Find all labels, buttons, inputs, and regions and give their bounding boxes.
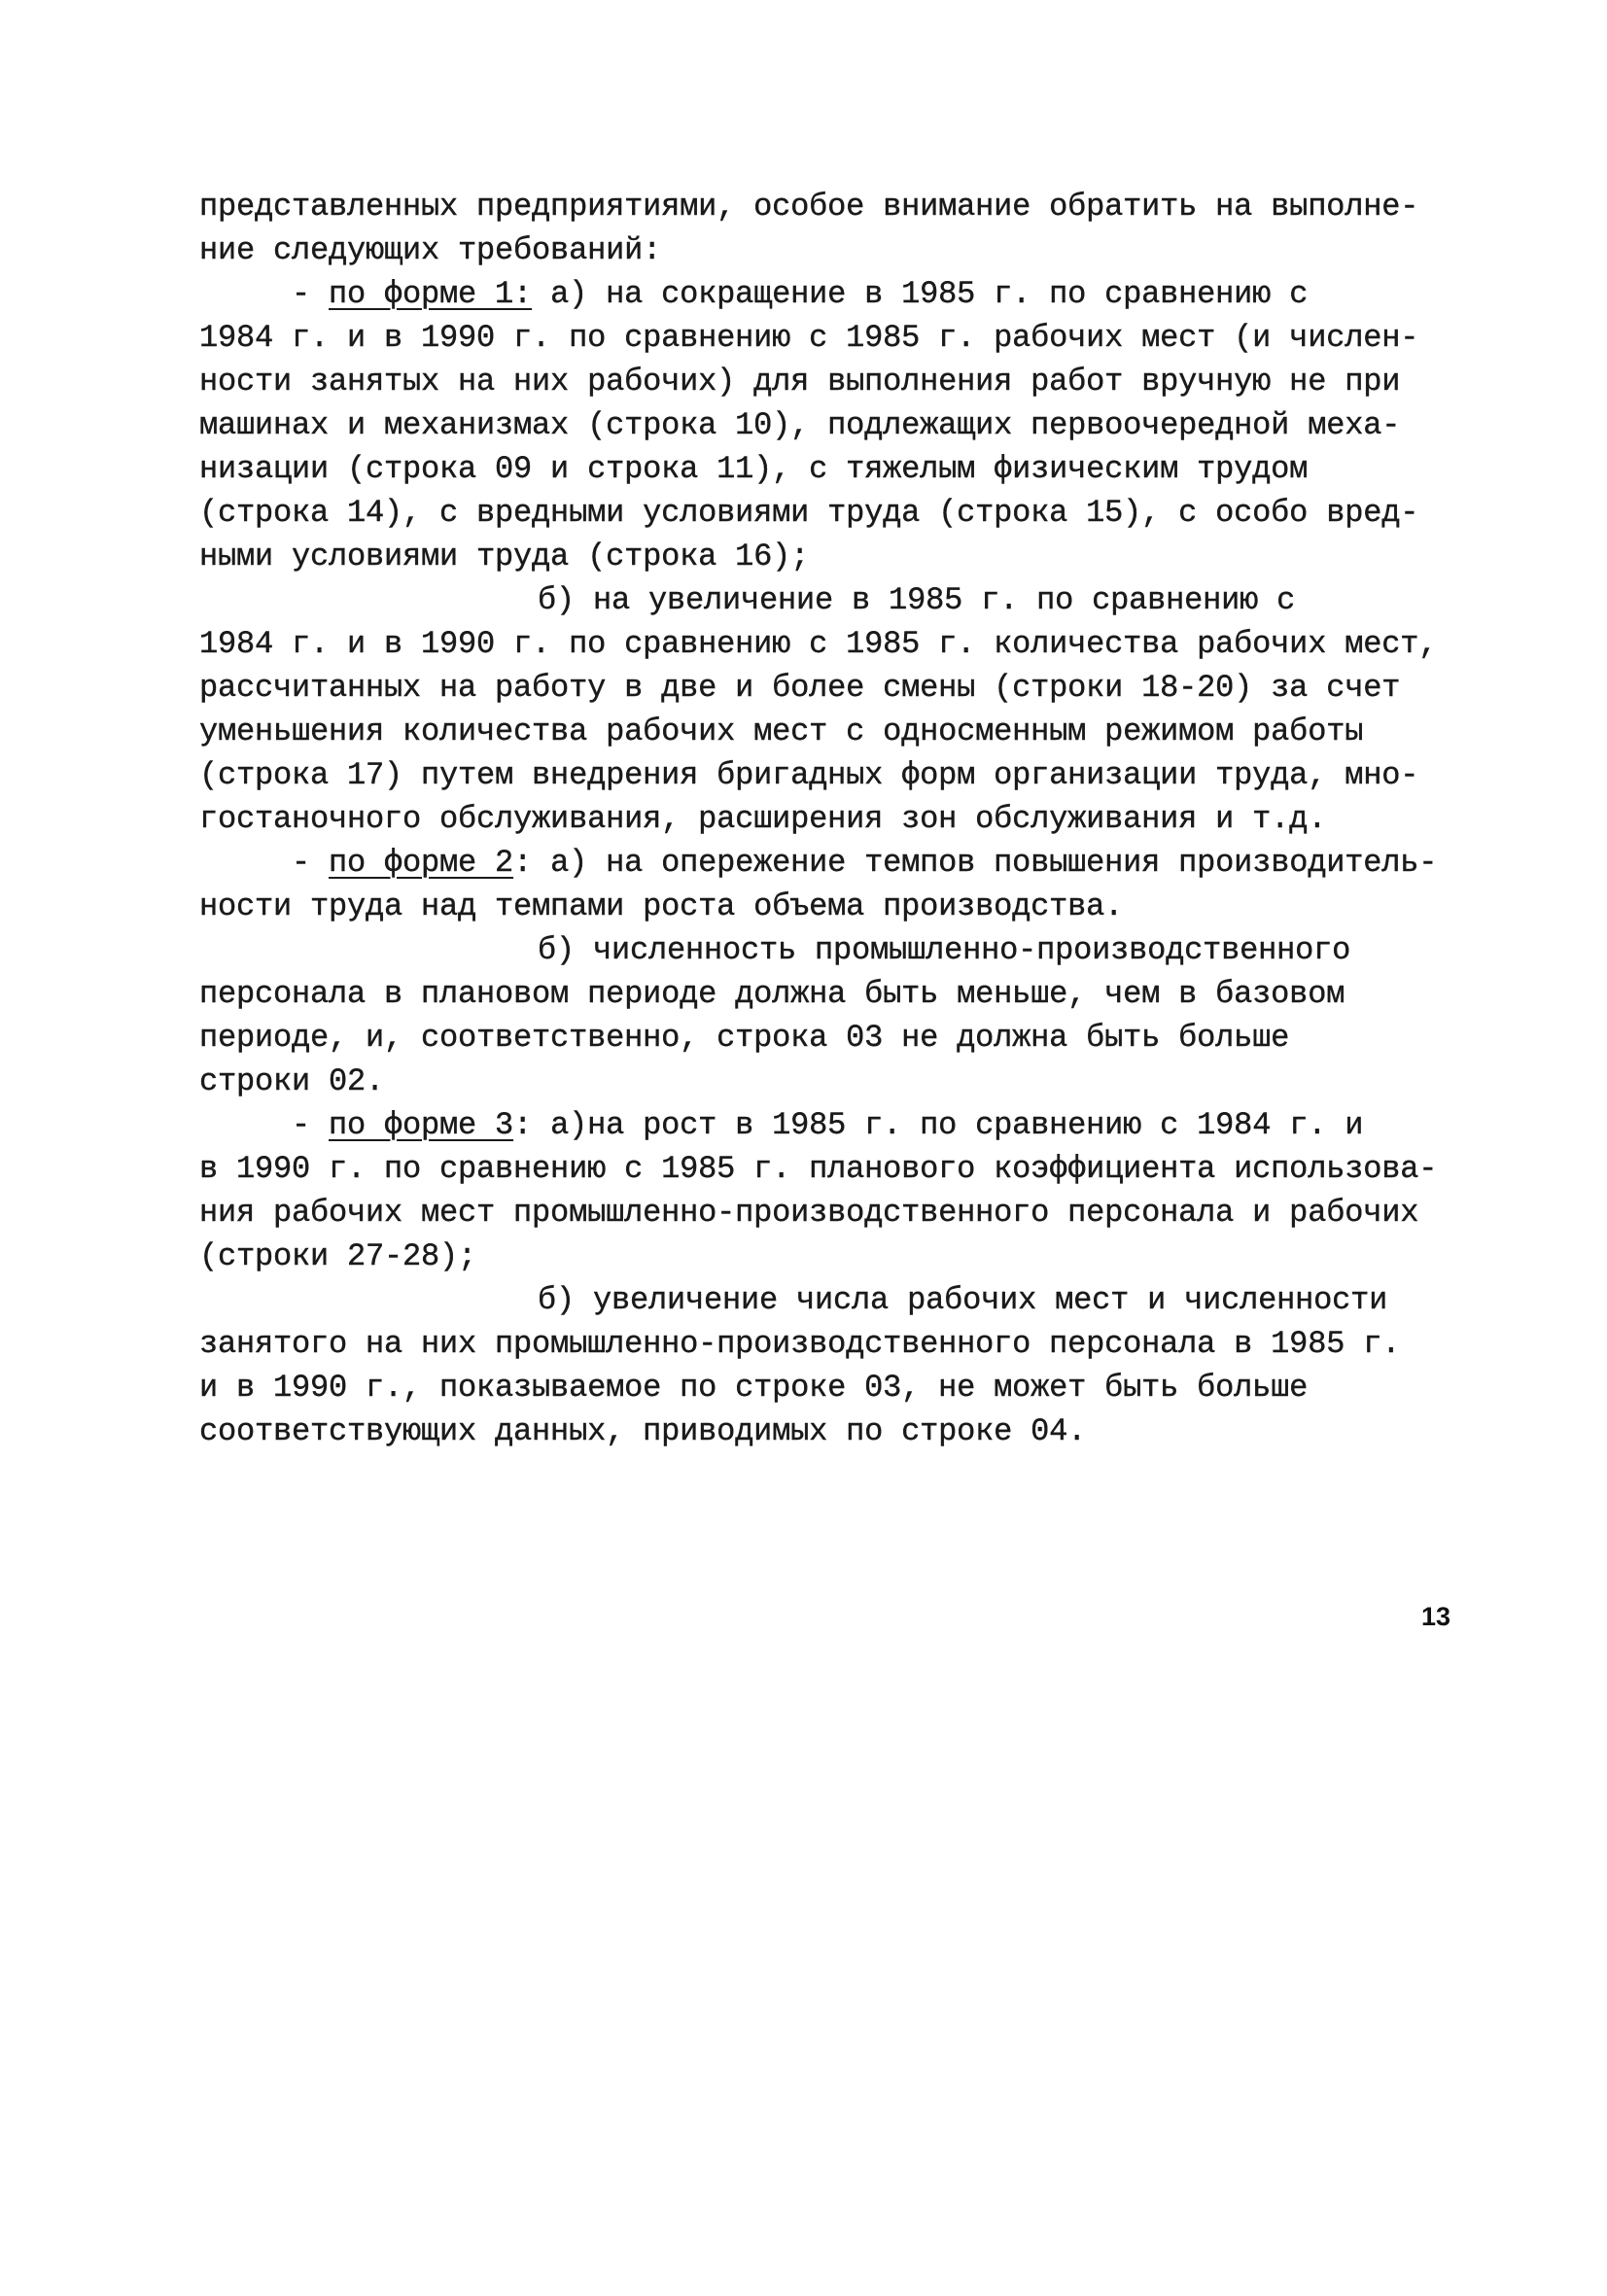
form-2-label: по форме 2	[329, 845, 514, 881]
form-3-label: по форме 3	[329, 1107, 514, 1143]
text-line: ния рабочих мест промышленно-производственного персонала и рабочих	[199, 1195, 1419, 1231]
text-line: б) на увеличение в 1985 г. по сравнению с	[538, 582, 1296, 618]
text-line: б) увеличение числа рабочих мест и численности	[538, 1282, 1388, 1318]
form-1-text: а) на сокращение в 1985 г. по сравнению с	[532, 276, 1309, 312]
form-3-text: : а)на рост в 1985 г. по сравнению с 1984 г. и	[513, 1107, 1364, 1143]
text-line: 1984 г. и в 1990 г. по сравнению с 1985 г. рабочих мест (и числен-	[199, 320, 1419, 356]
page-number: 13	[1421, 1602, 1451, 1631]
text-line: (строка 17) путем внедрения бригадных форм организации труда, мно-	[199, 757, 1419, 793]
text-line: представленных предприятиями, особое внимание обратить на выполне-	[199, 189, 1419, 225]
form-1-dash: -	[292, 276, 330, 312]
text-line: соответствующих данных, приводимых по строке 04.	[199, 1413, 1087, 1449]
text-line: периоде, и, соответственно, строка 03 не должна быть больше	[199, 1020, 1290, 1056]
text-line: ности занятых на них рабочих) для выполнения работ вручную не при	[199, 364, 1401, 400]
text-line: машинах и механизмах (строка 10), подлежащих первоочередной меха-	[199, 407, 1401, 443]
text-line: уменьшения количества рабочих мест с односменным режимом работы	[199, 713, 1364, 749]
form-2-dash: -	[292, 845, 330, 881]
document-body	[199, 185, 1438, 1453]
text-line: 1984 г. и в 1990 г. по сравнению с 1985 г. количества рабочих мест,	[199, 626, 1438, 662]
text-line: ными условиями труда (строка 16);	[199, 539, 810, 574]
text-line: строки 02.	[199, 1063, 385, 1099]
text-line: ности труда над темпами роста объема производства.	[199, 888, 1124, 924]
text-line: б) численность промышленно-производственного	[538, 932, 1351, 968]
text-line: рассчитанных на работу в две и более смены (строки 18-20) за счет	[199, 670, 1401, 706]
text-line: низации (строка 09 и строка 11), с тяжелым физическим трудом	[199, 451, 1309, 487]
text-line: (строки 27-28);	[199, 1238, 477, 1274]
form-2-heading-line	[199, 841, 1438, 885]
text-line: (строка 14), с вредными условиями труда (строка 15), с особо вред-	[199, 495, 1419, 531]
text-line: и в 1990 г., показываемое по строке 03, не может быть больше	[199, 1370, 1309, 1406]
text-line: занятого на них промышленно-производственного персонала в 1985 г.	[199, 1326, 1401, 1362]
text-line: в 1990 г. по сравнению с 1985 г. планового коэффициента использова-	[199, 1151, 1438, 1187]
text-line: гостаночного обслуживания, расширения зон обслуживания и т.д.	[199, 801, 1327, 837]
form-1-heading-line	[199, 272, 1424, 316]
form-3-heading-line	[199, 1103, 1424, 1147]
form-3-dash: -	[292, 1107, 330, 1143]
text-line: персонала в плановом периоде должна быть меньше, чем в базовом	[199, 976, 1345, 1012]
text-line: ние следующих требований:	[199, 232, 662, 268]
form-2-text: : а) на опережение темпов повышения производитель-	[513, 845, 1438, 881]
form-1-label: по форме 1:	[329, 276, 533, 312]
